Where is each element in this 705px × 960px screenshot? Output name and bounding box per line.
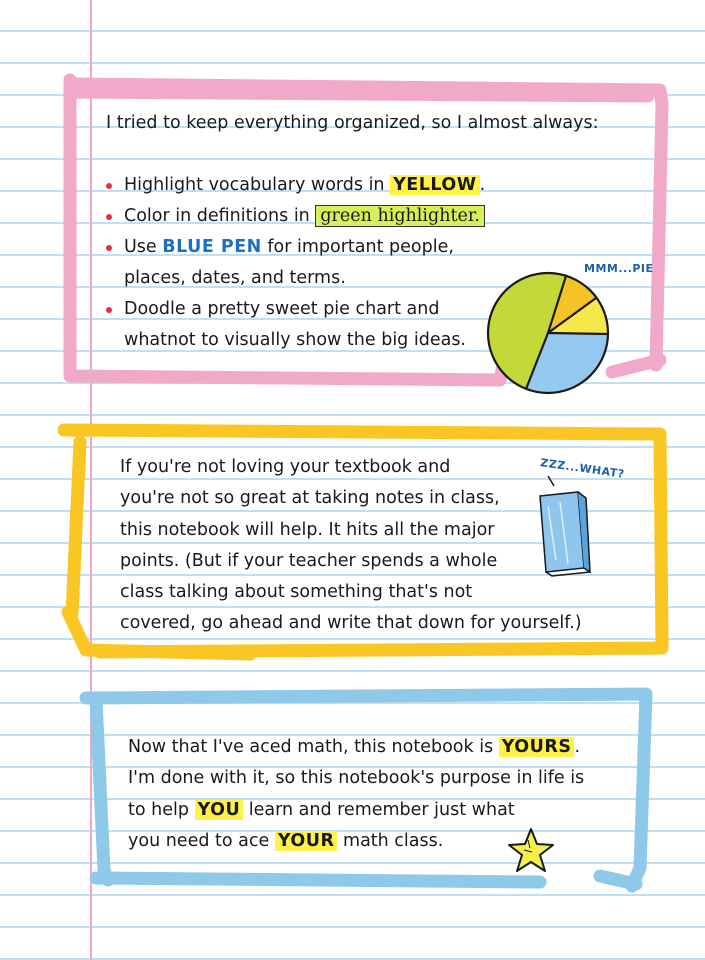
list-item: Use BLUE PEN for important people, [106, 232, 485, 263]
list-item: Doodle a pretty sweet pie chart and [106, 294, 485, 325]
you-highlight: YOU [195, 800, 244, 820]
box2-text: If you're not loving your textbook and you're not so great at taking notes in class, this notebook will help. It hits all the major points. (But if your teacher spends a whole class talking about something that's not covered, go ahead and write that down for yourself.) [120, 457, 582, 634]
list-item: Highlight vocabulary words in YELLOW . [106, 170, 485, 201]
box1-intro: I tried to keep everything organized, so I almost always: [106, 113, 599, 133]
list-item-continuation: whatnot to visually show the big ideas. [124, 330, 466, 350]
blue-pen-text: BLUE PEN [162, 237, 262, 257]
pie-label: MMM...PIE [584, 262, 654, 275]
your-highlight: YOUR [275, 831, 338, 851]
box3-text: Now that I've aced math, this notebook is YOURS . I'm done with it, so this notebook's purpose in life is to help YOU learn and remember just what you need to ace YOUR math class. [128, 737, 585, 851]
yours-highlight: YOURS [499, 737, 575, 757]
star-doodle [506, 826, 556, 876]
list-item-continuation: places, dates, and terms. [124, 268, 346, 288]
green-highlight: green highlighter. [315, 205, 485, 227]
list-item: Color in definitions in green highlighter. [106, 201, 485, 232]
yellow-highlight: YELLOW [390, 175, 480, 195]
book-label: ZZZ...WHAT? [539, 456, 626, 481]
